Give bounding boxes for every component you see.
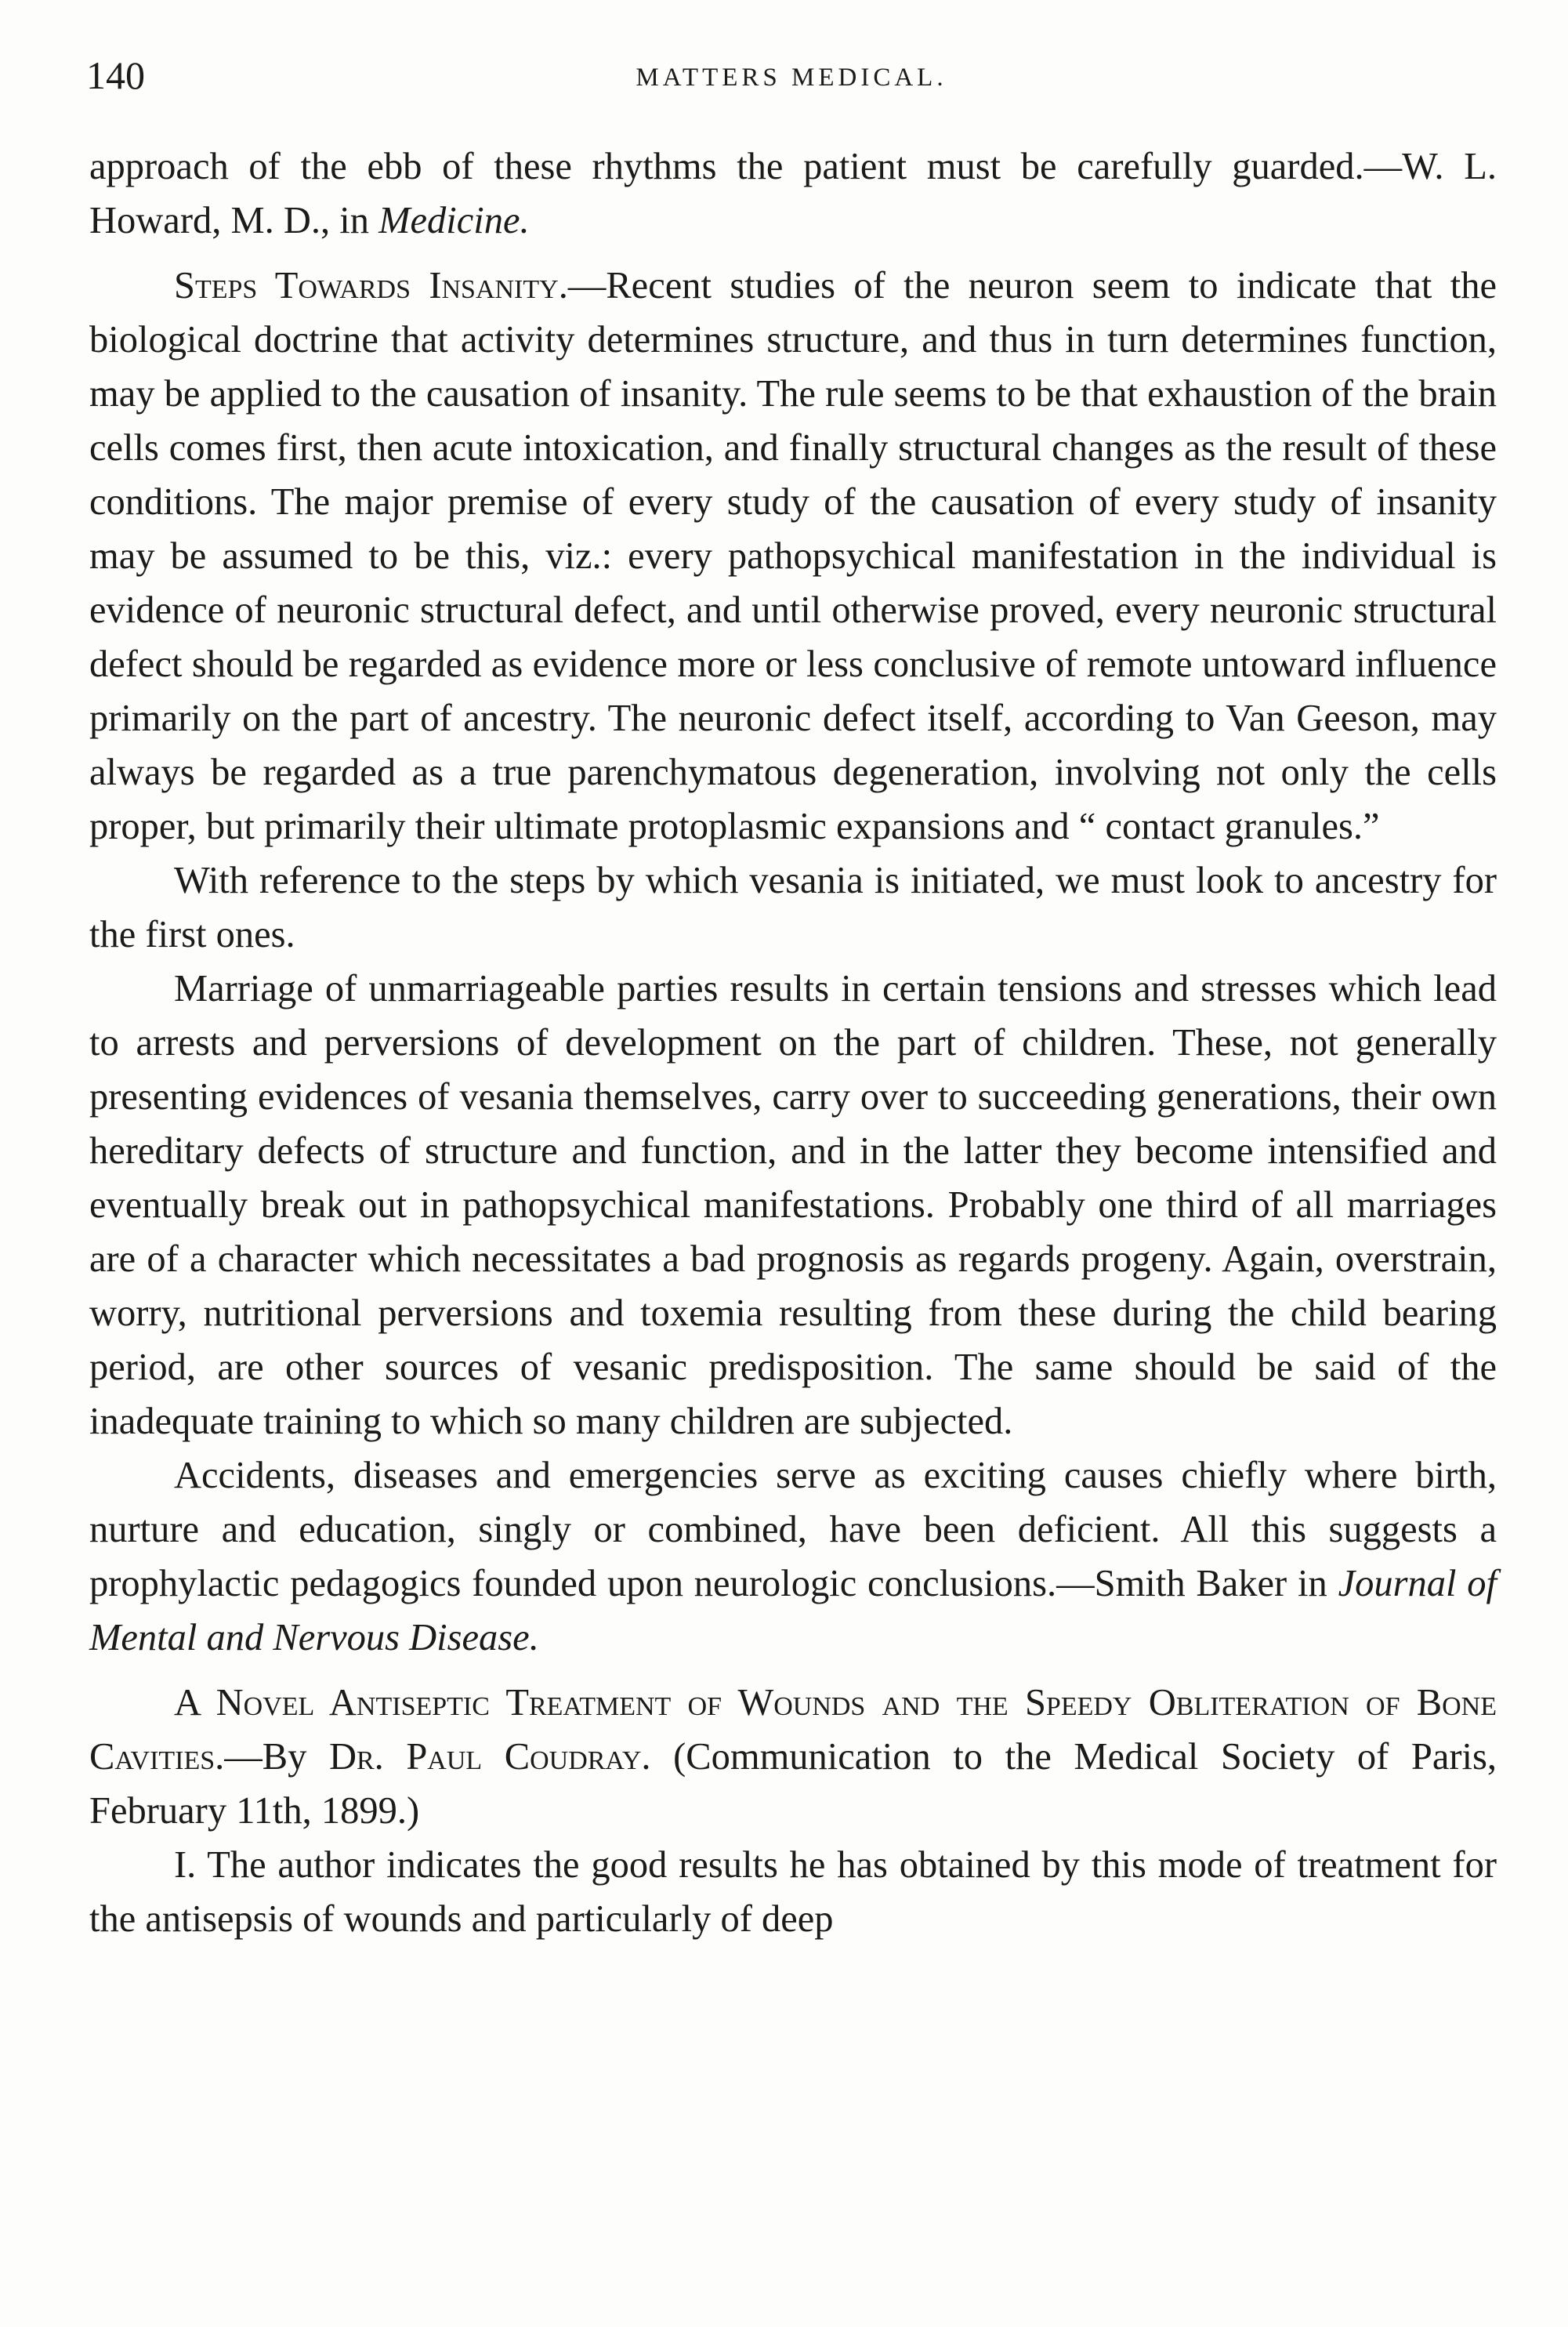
source-citation: Medicine. <box>378 200 530 241</box>
paragraph-text: Accidents, diseases and emergencies serve as exciting causes chiefly where birth, nurture and education, singly or combined, have been deficient. All this suggests a prophylactic pedagogics founded upon neurologic conclusions.—Smith Baker in <box>89 1455 1497 1604</box>
byline-prefix: —By <box>224 1736 329 1778</box>
paragraph-howard-end <box>89 140 1497 248</box>
running-title: MATTERS MEDICAL. <box>636 63 947 92</box>
paragraph-marriage <box>89 962 1497 1448</box>
page-number: 140 <box>86 53 145 97</box>
paragraph-ancestry <box>89 854 1497 962</box>
paragraph-text: approach of the ebb of these rhythms the patient must be carefully guarded.—W. L. Howard, M. D., in <box>89 146 1497 241</box>
running-head <box>86 52 1497 99</box>
paragraph-numbered-1 <box>89 1838 1497 1946</box>
body-text <box>89 140 1497 1946</box>
source-citation: Journal of Mental and Nervous Disease. <box>89 1563 1497 1658</box>
paragraph-text: —Recent studies of the neuron seem to indicate that the biological doctrine that activity determines structure, and thus in turn determines function, may be applied to the causation of insanity. The rule seems to be that exhaustion of the brain cells comes first, then acute intoxication, and finally structural changes as the result of these conditions. The major premise of every study of the causation of every study of insanity may be assumed to be this, viz.: every pathopsychical manifestation in the individual is evidence of neuronic structural defect, and until otherwise proved, every neuronic structural defect should be regarded as evidence more or less conclusive of remote untoward influence primarily on the part of ancestry. The neuronic defect itself, according to Van Geeson, may always be regarded as a true parenchymatous degeneration, involving not only the cells proper, but primarily their ultimate protoplasmic expansions and “ contact granules.” <box>89 265 1497 847</box>
communication-note: (Communication to the Medical Society of Paris, February 11th, 1899.) <box>89 1736 1497 1832</box>
paragraph-text: With reference to the steps by which vesania is initiated, we must look to ancestry for the first ones. <box>89 860 1497 955</box>
paragraph-accidents <box>89 1448 1497 1665</box>
paragraph-antiseptic-treatment <box>89 1676 1497 1838</box>
section-heading: A Novel Antiseptic Treatment of Wounds and the Speedy Obliteration of Bone Cavities. <box>89 1682 1497 1778</box>
paragraph-text: Marriage of unmarriageable parties results in certain tensions and stresses which lead to arrests and perversions of development on the part of children. These, not generally presenting evidences of vesania themselves, carry over to succeeding generations, their own hereditary defects of structure and function, and in the latter they become intensified and eventually break out in pathopsychical manifestations. Probably one third of all marriages are of a character which necessitates a bad prognosis as regards progeny. Again, overstrain, worry, nutritional perversions and toxemia resulting from these during the child bearing period, are other sources of vesanic predisposition. The same should be said of the inadequate training to which so many children are subjected. <box>89 968 1497 1442</box>
paragraph-steps-towards-insanity <box>89 259 1497 854</box>
author-name: Dr. Paul Coudray. <box>328 1736 651 1778</box>
paragraph-text: I. The author indicates the good results he has obtained by this mode of treatment for the antisepsis of wounds and particularly of deep <box>89 1844 1497 1940</box>
section-heading: Steps Towards Insanity. <box>174 265 568 306</box>
